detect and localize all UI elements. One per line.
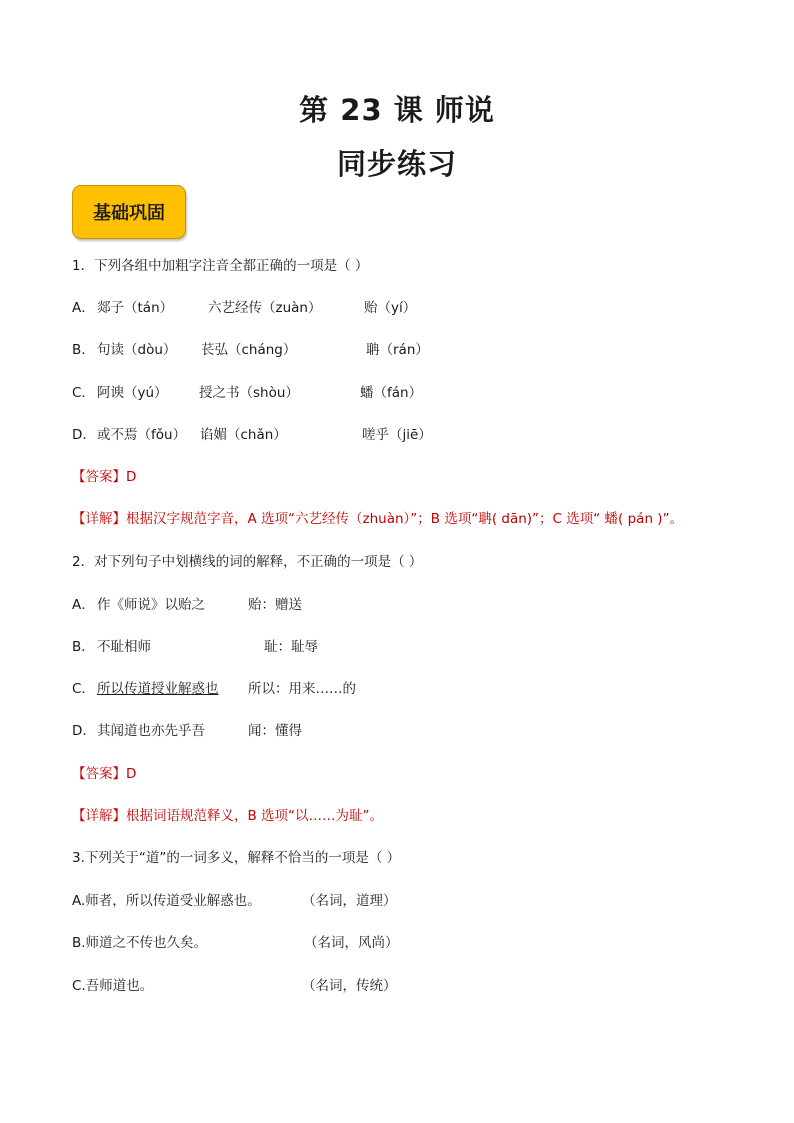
- q1-option-a-label: A．: [72, 300, 95, 316]
- section-badge: 基础巩固: [72, 185, 186, 239]
- q1-detail-text: 根据汉字规范字音，A 选项“六艺经传（zhuàn）”；B 选项“聃( dān)”；C 选项“ 蟠( pán )”。: [126, 511, 684, 527]
- q1-option-d-item3: 嗟乎（jiē）: [362, 427, 432, 443]
- q2-answer-tag: 【答案】: [72, 766, 126, 782]
- q3-option-c-sentence: C.吾师道也。: [72, 978, 154, 994]
- q2-option-b-gloss: 耻：耻辱: [264, 639, 318, 655]
- q1-option-d-item2: 谄媚（chǎn）: [200, 427, 287, 443]
- q1-option-c-item2: 授之书（shòu）: [199, 385, 299, 401]
- q1-option-c-label: C．: [72, 385, 95, 401]
- q2-option-a-label: A．: [72, 597, 95, 613]
- q2-option-b-sentence: 不耻相师: [97, 639, 151, 655]
- q1-option-b-label: B．: [72, 342, 95, 358]
- q1-option-b-item2: 苌弘（cháng）: [201, 342, 297, 358]
- q1-option-c-item3: 蟠（fán）: [360, 385, 423, 401]
- page-title: 第 23 课 师说: [299, 93, 495, 127]
- q3-option-a-gloss: （名词，道理）: [302, 893, 397, 909]
- q1-option-b-item3: 聃（rán）: [366, 342, 429, 358]
- q3-option-b-sentence: B.师道之不传也久矣。: [72, 935, 208, 951]
- q3-stem: 3.下列关于“道”的一词多义，解释不恰当的一项是（ ）: [72, 850, 401, 866]
- q1-option-c-item1: 阿谀（yú）: [97, 385, 168, 401]
- q1-option-d-label: D．: [72, 427, 96, 443]
- q2-detail-tag: 【详解】: [72, 808, 126, 824]
- q2-stem: 2．对下列句子中划横线的词的解释，不正确的一项是（ ）: [72, 554, 423, 570]
- q1-detail: [72, 510, 683, 528]
- q1-option-d-item1: 或不焉（fǒu）: [97, 427, 187, 443]
- q2-option-c-gloss: 所以：用来……的: [248, 681, 356, 697]
- q3-option-a-sentence: A.师者，所以传道受业解惑也。: [72, 893, 261, 909]
- q3-option-b-gloss: （名词，风尚）: [304, 935, 399, 951]
- q2-option-d-gloss: 闻：懂得: [248, 723, 302, 739]
- q2-option-a-gloss: 贻：赠送: [248, 597, 302, 613]
- q2-option-c-label: C．: [72, 681, 95, 697]
- q2-option-c-sentence: 所以传道授业解惑也: [97, 681, 219, 697]
- q1-answer: [72, 468, 136, 486]
- q2-option-d-label: D．: [72, 723, 96, 739]
- q2-detail: [72, 807, 383, 825]
- q2-detail-text: 根据词语规范释义，B 选项“以……为耻”。: [126, 808, 384, 824]
- q2-option-a-sentence: 作《师说》以贻之: [97, 597, 205, 613]
- q1-stem: 1．下列各组中加粗字注音全都正确的一项是（ ）: [72, 258, 369, 274]
- q2-option-b-label: B．: [72, 639, 95, 655]
- q2-option-d-sentence: 其闻道也亦先乎吾: [97, 723, 205, 739]
- q1-answer-tag: 【答案】: [72, 469, 126, 485]
- q1-answer-value: D: [126, 469, 137, 485]
- page-subtitle: 同步练习: [336, 147, 457, 181]
- q3-option-c-gloss: （名词，传统）: [302, 978, 397, 994]
- q1-option-a-item2: 六艺经传（zuàn）: [208, 300, 322, 316]
- q1-option-a-item1: 郯子（tán）: [97, 300, 174, 316]
- q1-option-a-item3: 贻（yí）: [364, 300, 417, 316]
- q1-detail-tag: 【详解】: [72, 511, 126, 527]
- q1-option-b-item1: 句读（dòu）: [97, 342, 177, 358]
- q2-answer: [72, 765, 136, 783]
- q2-answer-value: D: [126, 766, 137, 782]
